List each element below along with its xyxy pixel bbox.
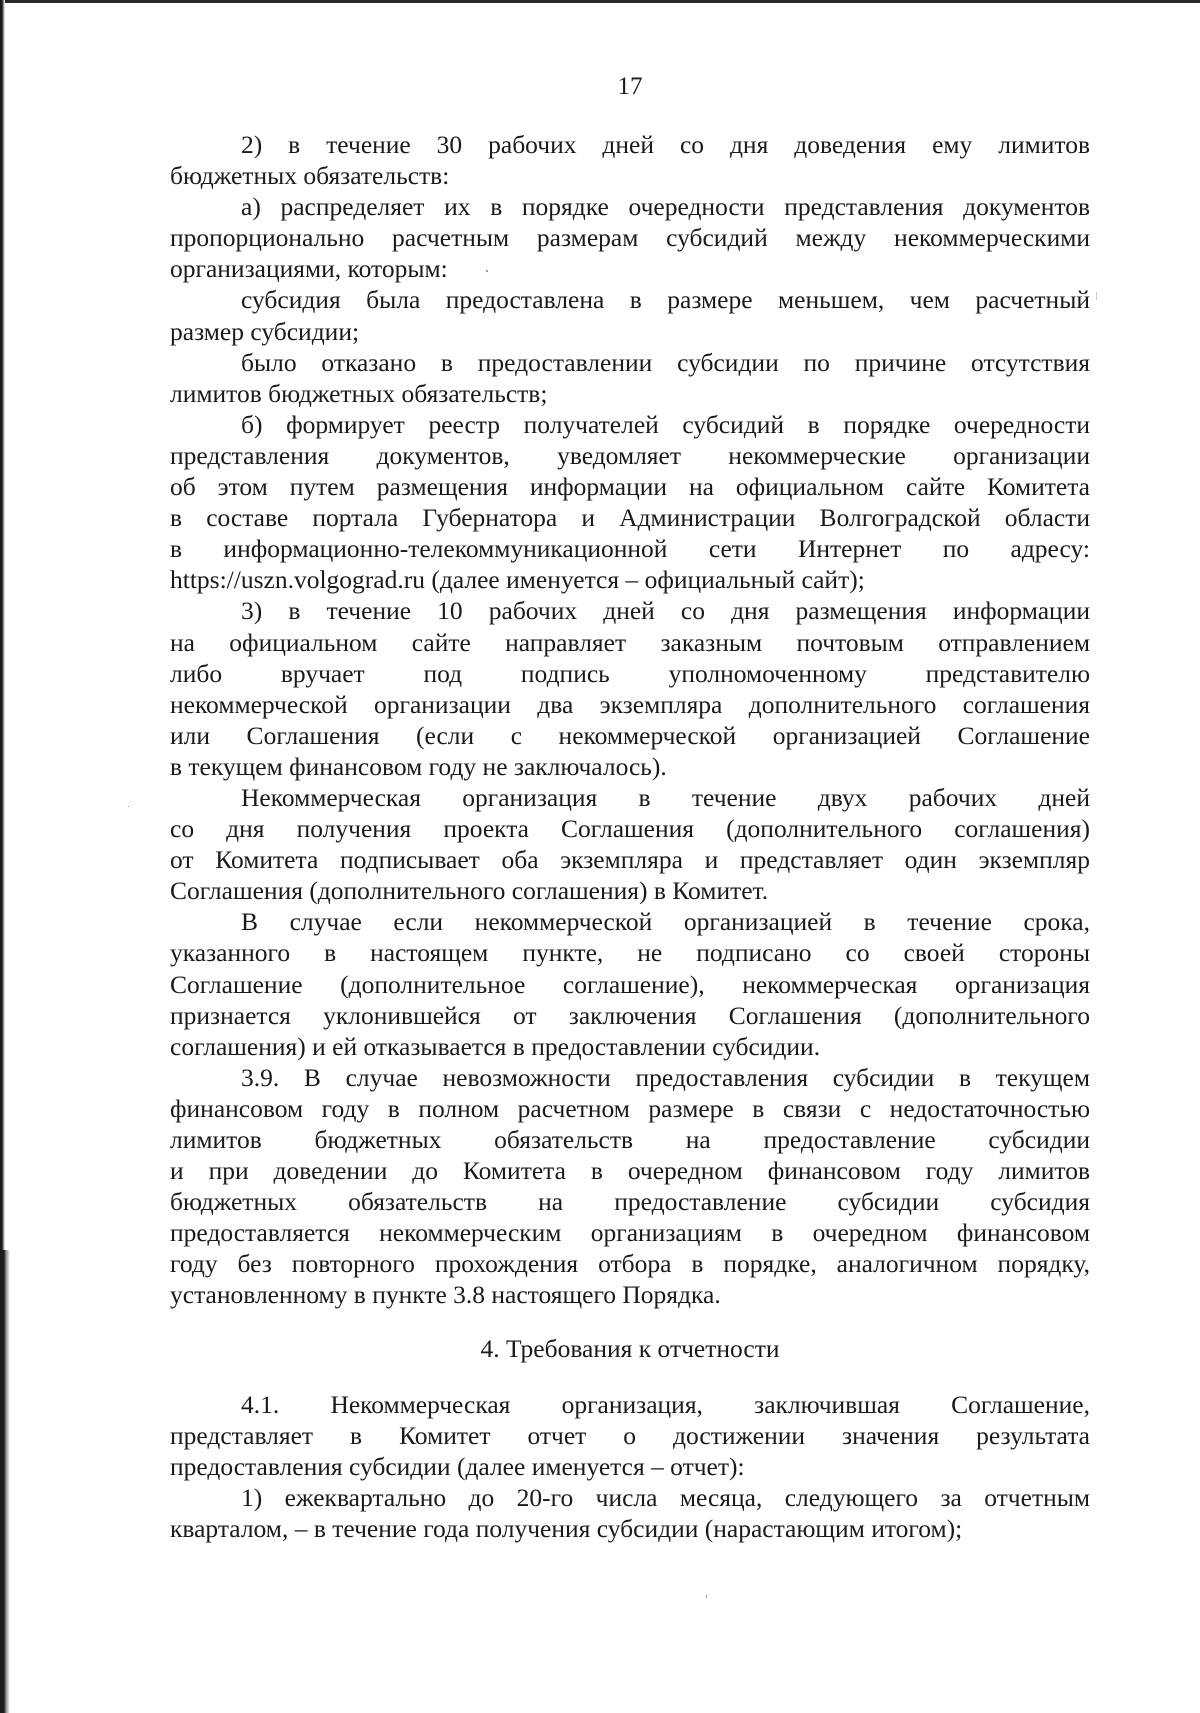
text-line: указанного в настоящем пункте, не подписано со своей стороны [170, 938, 1090, 968]
page-number: 17 [617, 73, 643, 100]
text-line: Некоммерческая организация в течение двух рабочих дней [241, 782, 1090, 812]
text-line: предоставления субсидии (далее именуется – отчет): [170, 1452, 745, 1482]
text-line: бюджетных обязательств на предоставление субсидии субсидия [170, 1187, 1090, 1217]
text-line: Соглашения (дополнительного соглашения) в Комитет. [170, 876, 769, 906]
text-line: от Комитета подписывает оба экземпляра и представляет один экземпляр [170, 845, 1090, 875]
text-line: в составе портала Губернатора и Администрации Волгоградской области [170, 503, 1090, 533]
text-line: либо вручает под подпись уполномоченному представителю [170, 658, 1090, 688]
text-line: со дня получения проекта Соглашения (дополнительного соглашения) [170, 814, 1090, 844]
text-line: представляет в Комитет отчет о достижении значения результата [170, 1421, 1090, 1451]
text-line: 2) в течение 30 рабочих дней со дня доведения ему лимитов [241, 130, 1090, 159]
text-line: финансовом году в полном расчетном размере в связи с недостаточностью [170, 1093, 1090, 1123]
text-line: и при доведении до Комитета в очередном финансовом году лимитов [170, 1156, 1090, 1186]
text-line: субсидия была предоставлена в размере меньшем, чем расчетный [241, 285, 1090, 315]
text-line: 1) ежеквартально до 20-го числа месяца, следующего за отчетным [241, 1483, 1090, 1513]
text-line: бюджетных обязательств: [170, 161, 450, 191]
text-line: лимитов бюджетных обязательств на предоставление субсидии [170, 1125, 1090, 1154]
scan-speck [128, 806, 129, 807]
scan-speck [1096, 292, 1097, 300]
text-line: некоммерческой организации два экземпляра дополнительного соглашения [170, 689, 1090, 719]
text-line: установленному в пункте 3.8 настоящего Порядка. [170, 1280, 721, 1310]
text-line: 3) в течение 10 рабочих дней со дня размещения информации [241, 596, 1090, 626]
text-line: б) формирует реестр получателей субсидий в порядке очередности [241, 409, 1090, 439]
text-line: кварталом, – в течение года получения субсидии (нарастающим итогом); [170, 1514, 963, 1544]
text-line: лимитов бюджетных обязательств; [170, 378, 548, 408]
scan-top-edge [0, 0, 1200, 3]
text-line: в информационно-телекоммуникационной сети Интернет по адресу: [170, 534, 1090, 564]
text-line: пропорционально расчетным размерам субсидий между некоммерческими [170, 223, 1090, 253]
text-line: предоставляется некоммерческим организациям в очередном финансовом [170, 1218, 1090, 1248]
text-line: размер субсидии; [170, 316, 360, 346]
text-line: признается уклонившейся от заключения Соглашения (дополнительного [170, 1000, 1090, 1030]
text-line: 4.1. Некоммерческая организация, заключившая Соглашение, [241, 1390, 1090, 1419]
text-line: а) распределяет их в порядке очередности представления документов [241, 192, 1090, 222]
section-text [170, 1389, 1090, 1544]
text-line: об этом путем размещения информации на официальном сайте Комитета [170, 472, 1090, 502]
scan-speck [706, 1595, 707, 1598]
section-heading: 4. Требования к отчетности [480, 1334, 780, 1363]
text-line: 3.9. В случае невозможности предоставления субсидии в текущем [241, 1062, 1090, 1092]
text-line: Соглашение (дополнительное соглашение), некоммерческая организация [170, 969, 1090, 999]
text-line: организациями, которым: [170, 254, 448, 284]
text-line: было отказано в предоставлении субсидии по причине отсутствия [241, 347, 1090, 377]
text-line: году без повторного прохождения отбора в порядке, аналогичном порядку, [170, 1249, 1090, 1279]
scan-left-mark [0, 1250, 10, 1713]
text-line: представления документов, уведомляет некоммерческие организации [170, 440, 1090, 470]
text-line: соглашения) и ей отказывается в предоставлении субсидии. [170, 1031, 821, 1061]
text-line: на официальном сайте направляет заказным почтовым отправлением [170, 627, 1090, 657]
text-line: https://uszn.volgograd.ru (далее именуется – официальный сайт); [170, 565, 865, 595]
text-line: В случае если некоммерческой организацией в течение срока, [241, 907, 1090, 937]
body-text [170, 129, 1090, 1311]
text-line: в текущем финансовом году не заключалось). [170, 751, 667, 781]
scan-speck [486, 270, 488, 272]
text-line: или Соглашения (если с некоммерческой организацией Соглашение [170, 720, 1090, 750]
